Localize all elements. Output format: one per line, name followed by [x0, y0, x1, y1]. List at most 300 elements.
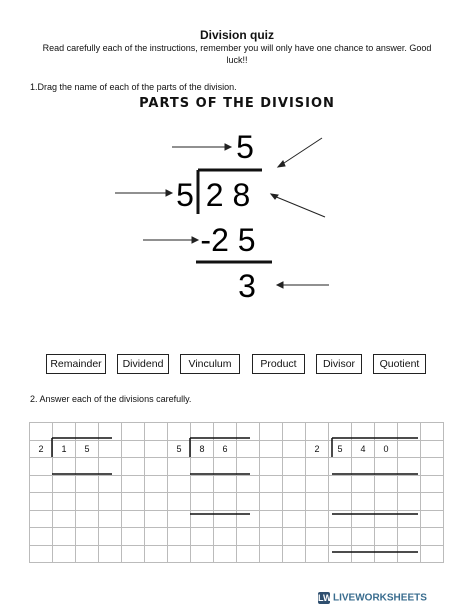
grid-cell [145, 458, 168, 476]
grid-cell [260, 423, 283, 441]
grid-cell [214, 510, 237, 528]
grid-cell [421, 440, 444, 458]
answer-input[interactable] [214, 511, 236, 528]
grid-cell [375, 545, 398, 563]
grid-cell [30, 458, 53, 476]
grid-cell [283, 423, 306, 441]
answer-input[interactable] [53, 546, 75, 563]
answer-input[interactable] [375, 423, 397, 440]
grid-cell [99, 545, 122, 563]
grid-cell [214, 458, 237, 476]
answer-input[interactable] [99, 423, 121, 440]
grid-cell [168, 475, 191, 493]
grid-cell [237, 475, 260, 493]
answer-input[interactable] [352, 423, 374, 440]
answer-input[interactable] [306, 546, 328, 563]
grid-cell [352, 545, 375, 563]
answer-input[interactable] [375, 493, 397, 510]
answer-input[interactable] [260, 458, 282, 475]
answer-input[interactable] [30, 528, 52, 545]
grid-cell [329, 510, 352, 528]
grid-cell [352, 528, 375, 546]
grid-cell [329, 458, 352, 476]
grid-cell [145, 510, 168, 528]
grid-cell [145, 475, 168, 493]
answer-input[interactable] [237, 546, 259, 563]
grid-cell [329, 475, 352, 493]
grid-cell [237, 545, 260, 563]
liveworksheets-logo [318, 592, 427, 604]
page-title: Division quiz [199, 28, 274, 42]
grid-cell [191, 458, 214, 476]
answer-input[interactable] [283, 493, 305, 510]
grid-cell [30, 423, 53, 441]
grid-cell [352, 423, 375, 441]
answer-input[interactable] [30, 511, 52, 528]
answer-input[interactable] [99, 458, 121, 475]
answer-input[interactable] [168, 511, 190, 528]
answer-input[interactable] [421, 458, 443, 475]
grid-cell [352, 510, 375, 528]
divisor-digit: 5 [176, 177, 194, 213]
arrow-dividend-head [271, 194, 278, 199]
answer-input[interactable] [237, 511, 259, 528]
answer-input[interactable] [375, 546, 397, 563]
answer-input[interactable] [237, 423, 259, 440]
grid-cell [375, 510, 398, 528]
answer-input[interactable] [122, 511, 144, 528]
answer-input[interactable] [168, 423, 190, 440]
answer-input[interactable] [122, 528, 144, 545]
answer-input[interactable] [375, 458, 397, 475]
grid-cell [30, 528, 53, 546]
grid-cell [237, 493, 260, 511]
grid-cell [306, 528, 329, 546]
grid-cell [398, 545, 421, 563]
answer-input[interactable] [145, 511, 167, 528]
grid-cell [398, 458, 421, 476]
grid-cell [76, 528, 99, 546]
answer-input[interactable] [99, 441, 121, 458]
grid-cell [352, 475, 375, 493]
answer-input[interactable] [237, 476, 259, 493]
answer-input[interactable] [214, 423, 236, 440]
answer-input[interactable] [237, 441, 259, 458]
grid-cell [99, 458, 122, 476]
dividend-digits: 2 8 [205, 177, 251, 213]
exercise-3-dividend-digit: 0 [375, 440, 398, 458]
grid-cell [168, 423, 191, 441]
grid-cell [375, 475, 398, 493]
grid-cell [53, 423, 76, 441]
grid-cell [421, 493, 444, 511]
grid-cell [283, 493, 306, 511]
answer-input[interactable] [283, 476, 305, 493]
answer-input[interactable] [398, 458, 420, 475]
parts-of-division-heading: PARTS OF THE DIVISION [139, 96, 335, 111]
answer-input[interactable] [214, 546, 236, 563]
answer-input[interactable] [352, 528, 374, 545]
question-1-label: 1.Drag the name of each of the parts of the division. [30, 82, 237, 92]
grid-cell [191, 545, 214, 563]
answer-input[interactable] [99, 528, 121, 545]
answer-input[interactable] [145, 476, 167, 493]
grid-cell [30, 493, 53, 511]
grid-cell [30, 545, 53, 563]
answer-input[interactable] [260, 528, 282, 545]
grid-cell [214, 475, 237, 493]
grid-cell [191, 423, 214, 441]
answer-input[interactable] [329, 476, 351, 493]
exercise-2-dividend-digit: 8 [191, 440, 214, 458]
grid-cell [283, 475, 306, 493]
answer-input[interactable] [260, 476, 282, 493]
exercise-2-divisor: 5 [168, 440, 191, 458]
answer-input[interactable] [122, 458, 144, 475]
grid-cell [168, 528, 191, 546]
grid-row [30, 493, 444, 511]
answer-input[interactable] [237, 493, 259, 510]
answer-input[interactable] [76, 476, 98, 493]
answer-input[interactable] [237, 458, 259, 475]
drag-word-divisor[interactable]: Divisor [316, 354, 362, 374]
answer-input[interactable] [329, 493, 351, 510]
grid-cell [191, 510, 214, 528]
grid-row [30, 423, 444, 441]
grid-cell [214, 423, 237, 441]
answer-input[interactable] [329, 458, 351, 475]
answer-input[interactable] [191, 423, 213, 440]
answer-input[interactable] [421, 546, 443, 563]
answer-input[interactable] [168, 458, 190, 475]
grid-cell [99, 475, 122, 493]
grid-cell [283, 528, 306, 546]
answer-input[interactable] [398, 441, 420, 458]
answer-input[interactable] [306, 493, 328, 510]
answer-input[interactable] [352, 546, 374, 563]
grid-cell [122, 423, 145, 441]
answer-input[interactable] [306, 423, 328, 440]
grid-cell [99, 423, 122, 441]
answer-input[interactable] [260, 441, 282, 458]
arrow-divisor-head [166, 190, 172, 196]
grid-cell [260, 458, 283, 476]
answer-input[interactable] [145, 528, 167, 545]
answer-input[interactable] [168, 493, 190, 510]
instructions-text: Read carefully each of the instructions, remember you will only have one chance to answer. Good luck!! [42, 43, 432, 65]
product-digits: -2 5 [200, 222, 256, 258]
grid-row [30, 528, 444, 546]
answer-input[interactable] [352, 493, 374, 510]
answer-input[interactable] [191, 493, 213, 510]
answer-input[interactable] [76, 423, 98, 440]
grid-cell [30, 510, 53, 528]
grid-cell [99, 510, 122, 528]
answer-input[interactable] [283, 423, 305, 440]
answer-input[interactable] [53, 458, 75, 475]
grid-cell [76, 510, 99, 528]
grid-cell [237, 458, 260, 476]
answer-input[interactable] [375, 528, 397, 545]
division-diagram [100, 120, 340, 310]
grid-cell [53, 545, 76, 563]
grid-cell [145, 423, 168, 441]
grid-cell [421, 545, 444, 563]
answer-input[interactable] [99, 476, 121, 493]
grid-cell [329, 528, 352, 546]
answer-input[interactable] [283, 441, 305, 458]
answer-input[interactable] [283, 528, 305, 545]
grid-cell [283, 440, 306, 458]
answer-input[interactable] [214, 528, 236, 545]
grid-cell [168, 458, 191, 476]
grid-cell [421, 528, 444, 546]
grid-cell [122, 510, 145, 528]
answer-input[interactable] [329, 528, 351, 545]
answer-input[interactable] [168, 546, 190, 563]
grid-cell [306, 458, 329, 476]
grid-cell [306, 545, 329, 563]
quotient-digit: 5 [236, 129, 254, 165]
grid-cell [53, 458, 76, 476]
grid-cell [421, 475, 444, 493]
grid-cell [283, 545, 306, 563]
answer-input[interactable] [398, 528, 420, 545]
grid-cell [306, 475, 329, 493]
answer-input[interactable] [76, 493, 98, 510]
answer-input[interactable] [352, 476, 374, 493]
grid-cell [214, 528, 237, 546]
exercise-1-dividend-digit: 1 [53, 440, 76, 458]
grid-cell [398, 423, 421, 441]
grid-cell [53, 493, 76, 511]
answer-input[interactable] [421, 441, 443, 458]
answer-input[interactable] [421, 493, 443, 510]
grid-cell [122, 440, 145, 458]
answer-input[interactable] [191, 476, 213, 493]
grid-cell [375, 528, 398, 546]
grid-cell [283, 458, 306, 476]
grid-cell [99, 493, 122, 511]
grid-cell [260, 493, 283, 511]
answer-input[interactable] [53, 528, 75, 545]
answer-input[interactable] [398, 476, 420, 493]
grid-cell [99, 440, 122, 458]
arrow-product-head [192, 237, 198, 243]
answer-input[interactable] [398, 423, 420, 440]
grid-cell [76, 493, 99, 511]
drag-word-remainder[interactable]: Remainder [46, 354, 106, 374]
answer-input[interactable] [53, 511, 75, 528]
answer-input[interactable] [191, 528, 213, 545]
answer-input[interactable] [145, 441, 167, 458]
answer-input[interactable] [375, 511, 397, 528]
answer-input[interactable] [145, 493, 167, 510]
grid-cell [168, 493, 191, 511]
grid-cell [260, 545, 283, 563]
answer-input[interactable] [260, 511, 282, 528]
drag-word-quotient[interactable]: Quotient [373, 354, 426, 374]
answer-input[interactable] [76, 546, 98, 563]
answer-input[interactable] [237, 528, 259, 545]
answer-input[interactable] [76, 528, 98, 545]
grid-cell [237, 440, 260, 458]
answer-input[interactable] [122, 423, 144, 440]
answer-input[interactable] [30, 423, 52, 440]
grid-cell [260, 510, 283, 528]
arrow-quotient-right [281, 138, 322, 165]
grid-cell [283, 510, 306, 528]
grid-cell [122, 475, 145, 493]
answer-input[interactable] [306, 528, 328, 545]
answer-input[interactable] [260, 493, 282, 510]
answer-input[interactable] [329, 423, 351, 440]
grid-cell [329, 545, 352, 563]
answer-input[interactable] [352, 511, 374, 528]
grid-cell [375, 458, 398, 476]
drag-word-product[interactable]: Product [252, 354, 305, 374]
answer-input[interactable] [421, 476, 443, 493]
grid-row [30, 458, 444, 476]
answer-input[interactable] [191, 511, 213, 528]
grid-cell [398, 528, 421, 546]
answer-input[interactable] [283, 546, 305, 563]
answer-input[interactable] [260, 546, 282, 563]
drag-word-dividend[interactable]: Dividend [117, 354, 169, 374]
grid-cell [145, 528, 168, 546]
answer-input[interactable] [283, 511, 305, 528]
answer-input[interactable] [214, 493, 236, 510]
answer-input[interactable] [122, 546, 144, 563]
answer-input[interactable] [306, 511, 328, 528]
answer-input[interactable] [260, 423, 282, 440]
grid-cell [329, 493, 352, 511]
grid-cell [260, 440, 283, 458]
liveworksheets-brand: LIVEWORKSHEETS [333, 592, 427, 604]
grid-cell [237, 510, 260, 528]
exercise-3-dividend-digit: 5 [329, 440, 352, 458]
grid-cell [30, 475, 53, 493]
answer-input[interactable] [329, 511, 351, 528]
grid-cell [352, 493, 375, 511]
answer-input[interactable] [191, 458, 213, 475]
arrow-dividend [274, 196, 325, 217]
exercise-2-dividend-digit: 6 [214, 440, 237, 458]
answer-input[interactable] [329, 546, 351, 563]
exercise-3-divisor: 2 [306, 440, 329, 458]
grid-cell [421, 423, 444, 441]
answer-input[interactable] [145, 423, 167, 440]
grid-cell [352, 458, 375, 476]
grid-cell [53, 510, 76, 528]
grid-cell [76, 475, 99, 493]
grid-cell [191, 528, 214, 546]
grid-cell [122, 545, 145, 563]
answer-input[interactable] [283, 458, 305, 475]
arrow-quotient-right-head [278, 161, 285, 167]
answer-input[interactable] [168, 528, 190, 545]
answer-input[interactable] [30, 493, 52, 510]
answer-input[interactable] [122, 476, 144, 493]
grid-cell [76, 545, 99, 563]
answer-input[interactable] [53, 423, 75, 440]
answer-input[interactable] [122, 493, 144, 510]
grid-cell [99, 528, 122, 546]
arrow-remainder-head [277, 282, 283, 288]
answer-input[interactable] [122, 441, 144, 458]
question-2-label: 2. Answer each of the divisions carefully. [30, 394, 192, 404]
answer-input[interactable] [53, 493, 75, 510]
grid-cell [237, 423, 260, 441]
answer-input[interactable] [30, 476, 52, 493]
answer-input[interactable] [30, 546, 52, 563]
answer-input[interactable] [421, 511, 443, 528]
grid-cell [260, 475, 283, 493]
grid-cell [421, 510, 444, 528]
exercise-3-dividend-digit: 4 [352, 440, 375, 458]
grid-cell [53, 528, 76, 546]
answer-input[interactable] [398, 493, 420, 510]
grid-cell [375, 423, 398, 441]
grid-cell [76, 458, 99, 476]
grid-cell [145, 545, 168, 563]
answer-input[interactable] [421, 528, 443, 545]
drag-word-vinculum[interactable]: Vinculum [180, 354, 240, 374]
answer-input[interactable] [421, 423, 443, 440]
remainder-digit: 3 [238, 268, 256, 304]
answer-input[interactable] [99, 546, 121, 563]
answer-input[interactable] [352, 458, 374, 475]
answer-input[interactable] [306, 458, 328, 475]
grid-cell [76, 423, 99, 441]
grid-cell [122, 528, 145, 546]
arrow-quotient-left-head [225, 144, 231, 150]
answer-input[interactable] [168, 476, 190, 493]
answer-grid [29, 422, 444, 563]
answer-input[interactable] [214, 476, 236, 493]
grid-cell [145, 440, 168, 458]
answer-input[interactable] [398, 546, 420, 563]
answer-input[interactable] [30, 458, 52, 475]
grid-row [30, 475, 444, 493]
grid-cell [306, 493, 329, 511]
grid-row [30, 440, 444, 458]
answer-input[interactable] [191, 546, 213, 563]
answer-input[interactable] [145, 546, 167, 563]
grid-cell [191, 493, 214, 511]
grid-cell [53, 475, 76, 493]
grid-row [30, 510, 444, 528]
answer-input[interactable] [76, 458, 98, 475]
answer-input[interactable] [214, 458, 236, 475]
answer-input[interactable] [398, 511, 420, 528]
answer-input[interactable] [375, 476, 397, 493]
answer-input[interactable] [99, 493, 121, 510]
grid-cell [214, 493, 237, 511]
grid-cell [191, 475, 214, 493]
answer-input[interactable] [306, 476, 328, 493]
answer-input[interactable] [53, 476, 75, 493]
exercise-1-divisor: 2 [30, 440, 53, 458]
grid-cell [375, 493, 398, 511]
exercise-1-dividend-digit: 5 [76, 440, 99, 458]
answer-input[interactable] [145, 458, 167, 475]
answer-input[interactable] [76, 511, 98, 528]
grid-cell [398, 440, 421, 458]
grid-cell [260, 528, 283, 546]
grid-cell [398, 510, 421, 528]
answer-input[interactable] [99, 511, 121, 528]
